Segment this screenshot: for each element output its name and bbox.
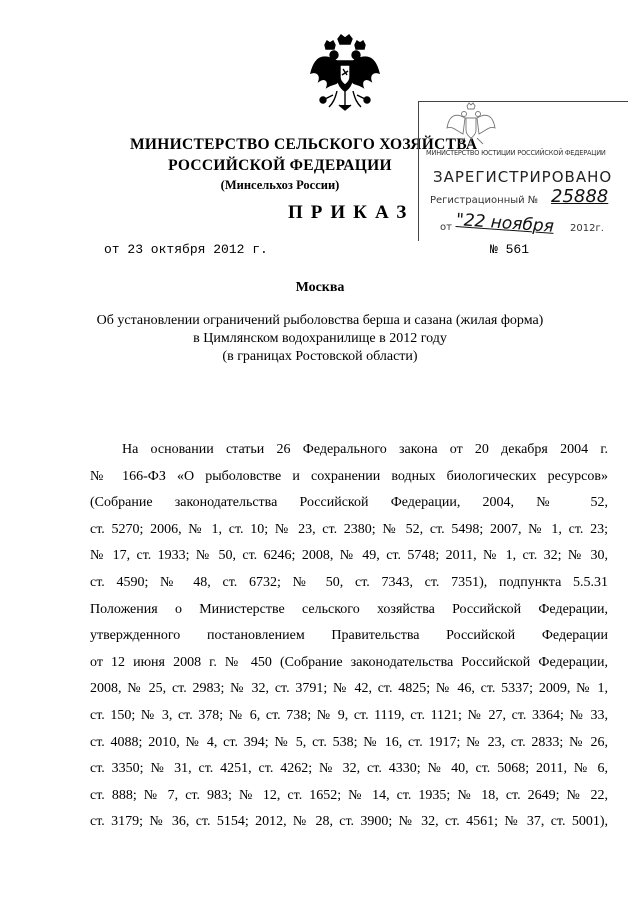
body-line: № 17, ст. 1933; № 50, ст. 6246; 2008, № 49, ст. 5748; 2011, № 1, ст. 32; № 30, xyxy=(90,548,608,564)
order-city: Москва xyxy=(295,280,345,295)
coat-of-arms-icon xyxy=(307,33,383,111)
body-line: На основании статьи 26 Федерального закона от 20 декабря 2004 г. xyxy=(122,442,608,457)
body-line: (Собрание законодательства Российской Федерации, 2004, № 52, xyxy=(90,495,608,511)
body-line: от 12 июня 2008 г. № 450 (Собрание законодательства Российской Федерации, xyxy=(90,654,608,670)
stamp-number-value: 25888 xyxy=(551,186,609,207)
order-subject xyxy=(80,312,560,366)
ministry-name-line1: МИНИСТЕРСТВО СЕЛЬСКОГО ХОЗЯЙСТВА xyxy=(130,136,478,153)
body-line: ст. 3350; № 31, ст. 4251, ст. 4262; № 32, ст. 4330; № 40, ст. 5068; 2011, № 6, xyxy=(90,761,608,777)
body-line: Положения о Министерстве сельского хозяйства Российской Федерации, xyxy=(90,601,608,617)
ministry-header xyxy=(130,134,478,194)
order-number: № 561 xyxy=(490,242,530,257)
body-line: ст. 888; № 7, ст. 983; № 12, ст. 1652; № 14, ст. 1935; № 18, ст. 2649; № 22, xyxy=(90,787,608,803)
body-line: ст. 4590; № 48, ст. 6732; № 50, ст. 7343, ст. 7351), подпункта 5.5.31 xyxy=(90,574,608,590)
stamp-number-label: Регистрационный № xyxy=(430,195,539,206)
order-body xyxy=(90,437,608,836)
body-line: ст. 4088; 2010, № 4, ст. 394; № 5, ст. 538; № 16, ст. 1917; № 23, ст. 2833; № 26, xyxy=(90,734,608,750)
body-line: ст. 150; № 3, ст. 378; № 6, ст. 738; № 9, ст. 1119, ст. 1121; № 27, ст. 3364; № 33, xyxy=(90,707,608,723)
stamp-eagle-icon xyxy=(441,102,501,146)
stamp-registered: ЗАРЕГИСТРИРОВАНО xyxy=(433,168,613,186)
order-title: ПРИКАЗ xyxy=(288,202,415,223)
subject-line: (в границах Ростовской области) xyxy=(222,349,418,364)
ministry-name-line2: РОССИЙСКОЙ ФЕДЕРАЦИИ xyxy=(168,157,392,174)
stamp-year: 2012г. xyxy=(570,223,604,234)
order-date: от 23 октября 2012 г. xyxy=(104,242,268,257)
body-line: ст. 5270; 2006, № 1, ст. 10; № 23, ст. 2380; № 52, ст. 5498; 2007, № 1, ст. 23; xyxy=(90,521,608,537)
stamp-organization: МИНИСТЕРСТВО ЮСТИЦИИ РОССИЙСКОЙ ФЕДЕРАЦИИ xyxy=(426,149,606,157)
subject-line: Об установлении ограничений рыболовства берша и сазана (жилая форма) xyxy=(96,313,544,328)
registration-stamp xyxy=(418,101,628,241)
stamp-date-label: от xyxy=(440,222,452,233)
body-line: № 166-ФЗ «О рыболовстве и сохранении водных биологических ресурсов» xyxy=(90,468,608,484)
body-line: ст. 3179; № 36, ст. 5154; 2012, № 28, ст. 3900; № 32, ст. 4561; № 37, ст. 5001), xyxy=(90,814,608,830)
body-line: утвержденного постановлением Правительства Российской Федерации xyxy=(90,628,608,644)
ministry-short-name: (Минсельхоз России) xyxy=(220,178,340,192)
body-line: 2008, № 25, ст. 2983; № 32, ст. 3791; № 42, ст. 4825; № 46, ст. 5337; 2009, № 1, xyxy=(90,681,608,697)
subject-line: в Цимлянском водохранилище в 2012 году xyxy=(193,331,447,346)
stamp-date-value: "22 ноября xyxy=(455,210,555,237)
